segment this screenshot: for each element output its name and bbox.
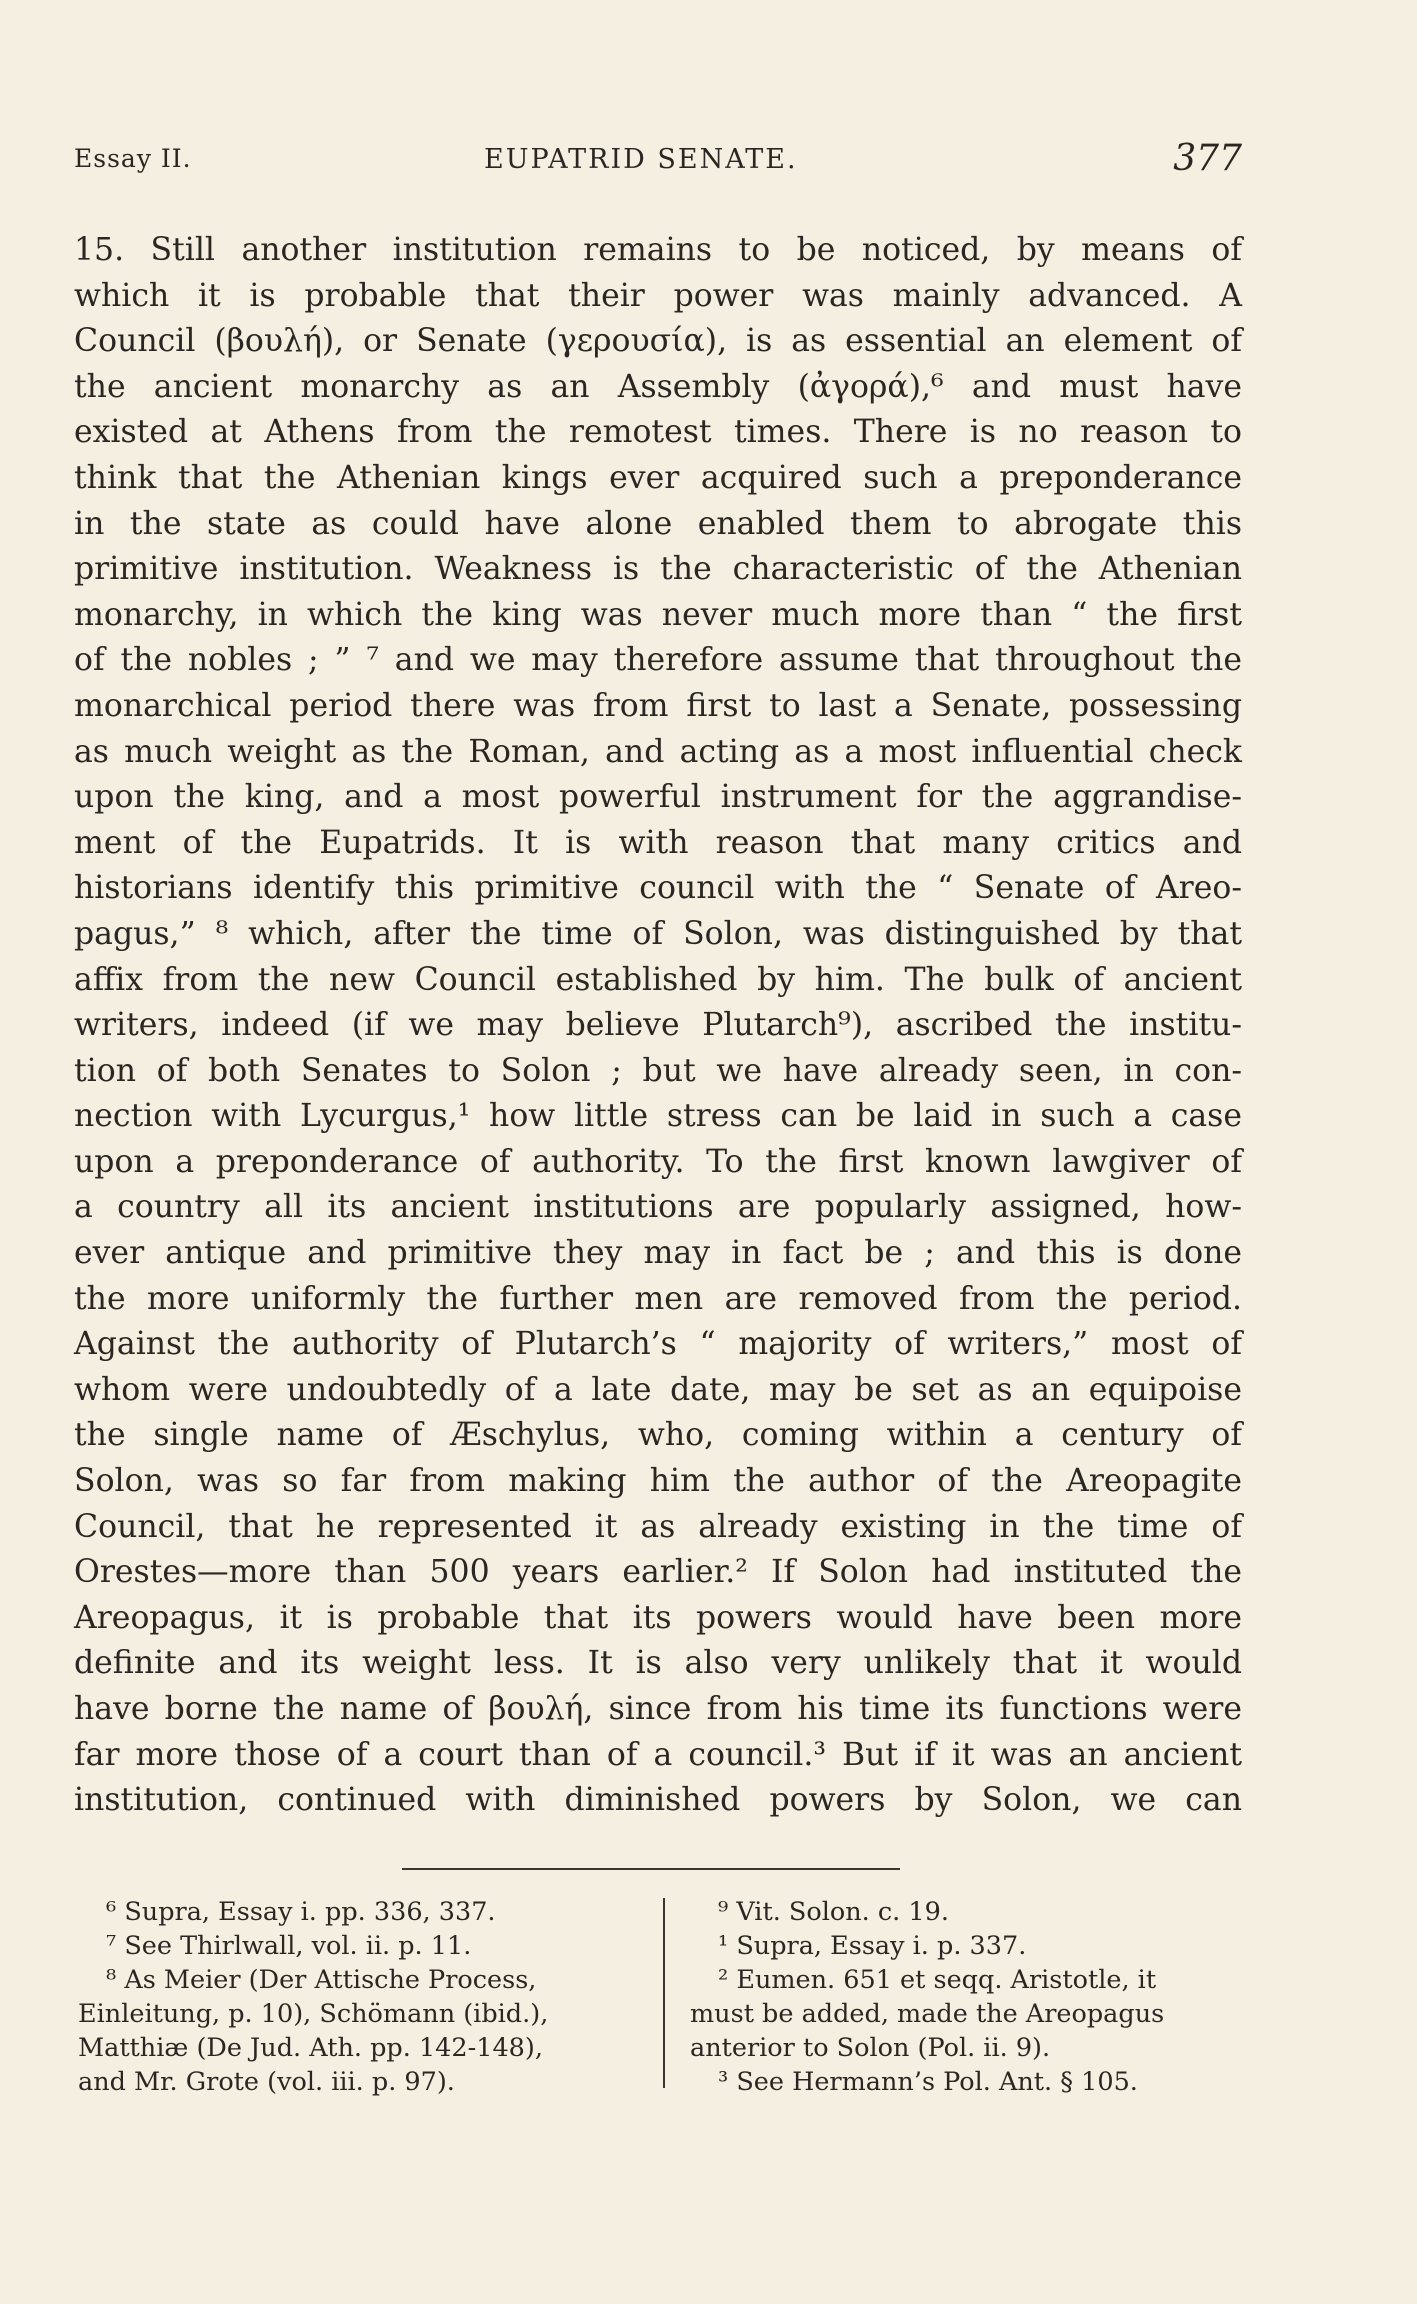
text-line: the more uniformly the further men are removed from the period.: [74, 1280, 1242, 1317]
header-title: EUPATRID SENATE.: [484, 144, 798, 175]
text-line: Council, that he represented it as already existing in the time of: [74, 1508, 1242, 1545]
footnote-line: ³ See Hermann’s Pol. Ant. § 105.: [718, 2067, 1138, 2097]
text-line: existed at Athens from the remotest times. There is no reason to: [74, 414, 1242, 451]
footnotes-right: [690, 1895, 1246, 2099]
header-essay: Essay II.: [74, 144, 192, 173]
text-line: Council (βουλή), or Senate (γερουσία), is as essential an element of: [74, 323, 1242, 360]
footnote-rule: [402, 1868, 900, 1870]
text-line: writers, indeed (if we may believe Plutarch⁹), ascribed the institu-: [74, 1007, 1242, 1044]
footnote-line: ⁸ As Meier (Der Attische Process,: [106, 1965, 537, 1995]
footnote-line: Einleitung, p. 10), Schömann (ibid.),: [78, 1999, 549, 2029]
text-line: definite and its weight less. It is also very unlikely that it would: [74, 1645, 1242, 1682]
footnote-line: must be added, made the Areopagus: [690, 1999, 1165, 2029]
text-line: think that the Athenian kings ever acquired such a preponderance: [74, 459, 1242, 496]
text-line: primitive institution. Weakness is the characteristic of the Athenian: [74, 551, 1242, 588]
text-line: the single name of Æschylus, who, coming within a century of: [74, 1417, 1242, 1454]
footnotes-left: [78, 1895, 638, 2099]
text-line: upon a preponderance of authority. To the first known lawgiver of: [74, 1143, 1242, 1180]
text-line: monarchy, in which the king was never much more than “ the first: [74, 596, 1242, 633]
text-line: have borne the name of βουλή, since from his time its functions were: [74, 1691, 1242, 1727]
text-line: upon the king, and a most powerful instrument for the aggrandise-: [74, 779, 1242, 816]
text-line: a country all its ancient institutions are popularly assigned, how-: [74, 1189, 1242, 1226]
text-line: Against the authority of Plutarch’s “ majority of writers,” most of: [74, 1326, 1242, 1363]
text-line: tion of both Senates to Solon ; but we have already seen, in con-: [74, 1052, 1242, 1089]
text-line: pagus,” ⁸ which, after the time of Solon, was distinguished by that: [74, 915, 1242, 952]
footnote-line: ⁷ See Thirlwall, vol. ii. p. 11.: [106, 1931, 472, 1961]
text-line: far more those of a court than of a council.³ But if it was an ancient: [74, 1736, 1242, 1773]
text-line: ment of the Eupatrids. It is with reason that many critics and: [74, 824, 1242, 861]
footnote-line: anterior to Solon (Pol. ii. 9).: [690, 2033, 1051, 2063]
footnote-line: and Mr. Grote (vol. iii. p. 97).: [78, 2067, 455, 2097]
text-line: the ancient monarchy as an Assembly (ἀγορά),⁶ and must have: [74, 368, 1242, 405]
text-line: which it is probable that their power was mainly advanced. A: [74, 277, 1242, 314]
text-line: of the nobles ; ” ⁷ and we may therefore assume that throughout the: [74, 642, 1242, 679]
text-line: 15. Still another institution remains to be noticed, by means of: [74, 232, 1242, 268]
text-line: Solon, was so far from making him the author of the Areopagite: [74, 1463, 1242, 1500]
footnote-line: ² Eumen. 651 et seqq. Aristotle, it: [718, 1965, 1157, 1995]
text-line: nection with Lycurgus,¹ how little stress can be laid in such a case: [74, 1098, 1242, 1135]
text-line: Areopagus, it is probable that its powers would have been more: [74, 1599, 1242, 1636]
page-number: 377: [1173, 138, 1242, 179]
running-header: [74, 140, 1242, 184]
text-line: ever antique and primitive they may in fact be ; and this is done: [74, 1235, 1242, 1272]
text-line: in the state as could have alone enabled them to abrogate this: [74, 505, 1242, 542]
text-line: institution, continued with diminished powers by Solon, we can: [74, 1782, 1242, 1819]
text-line: as much weight as the Roman, and acting as a most influential check: [74, 733, 1242, 770]
text-line: affix from the new Council established by him. The bulk of ancient: [74, 961, 1242, 998]
footnote-line: ⁹ Vit. Solon. c. 19.: [718, 1897, 949, 1927]
footnote-column-divider: [663, 1898, 665, 2088]
footnote-line: ¹ Supra, Essay i. p. 337.: [718, 1931, 1027, 1961]
text-line: whom were undoubtedly of a late date, may be set as an equipoise: [74, 1371, 1242, 1408]
body-text: [74, 228, 1242, 1824]
footnote-line: Matthiæ (De Jud. Ath. pp. 142-148),: [78, 2033, 543, 2063]
footnote-line: ⁶ Supra, Essay i. pp. 336, 337.: [106, 1897, 496, 1927]
text-line: monarchical period there was from first to last a Senate, possessing: [74, 687, 1242, 724]
text-line: historians identify this primitive council with the “ Senate of Areo-: [74, 870, 1242, 907]
text-line: Orestes—more than 500 years earlier.² If Solon had instituted the: [74, 1554, 1242, 1591]
